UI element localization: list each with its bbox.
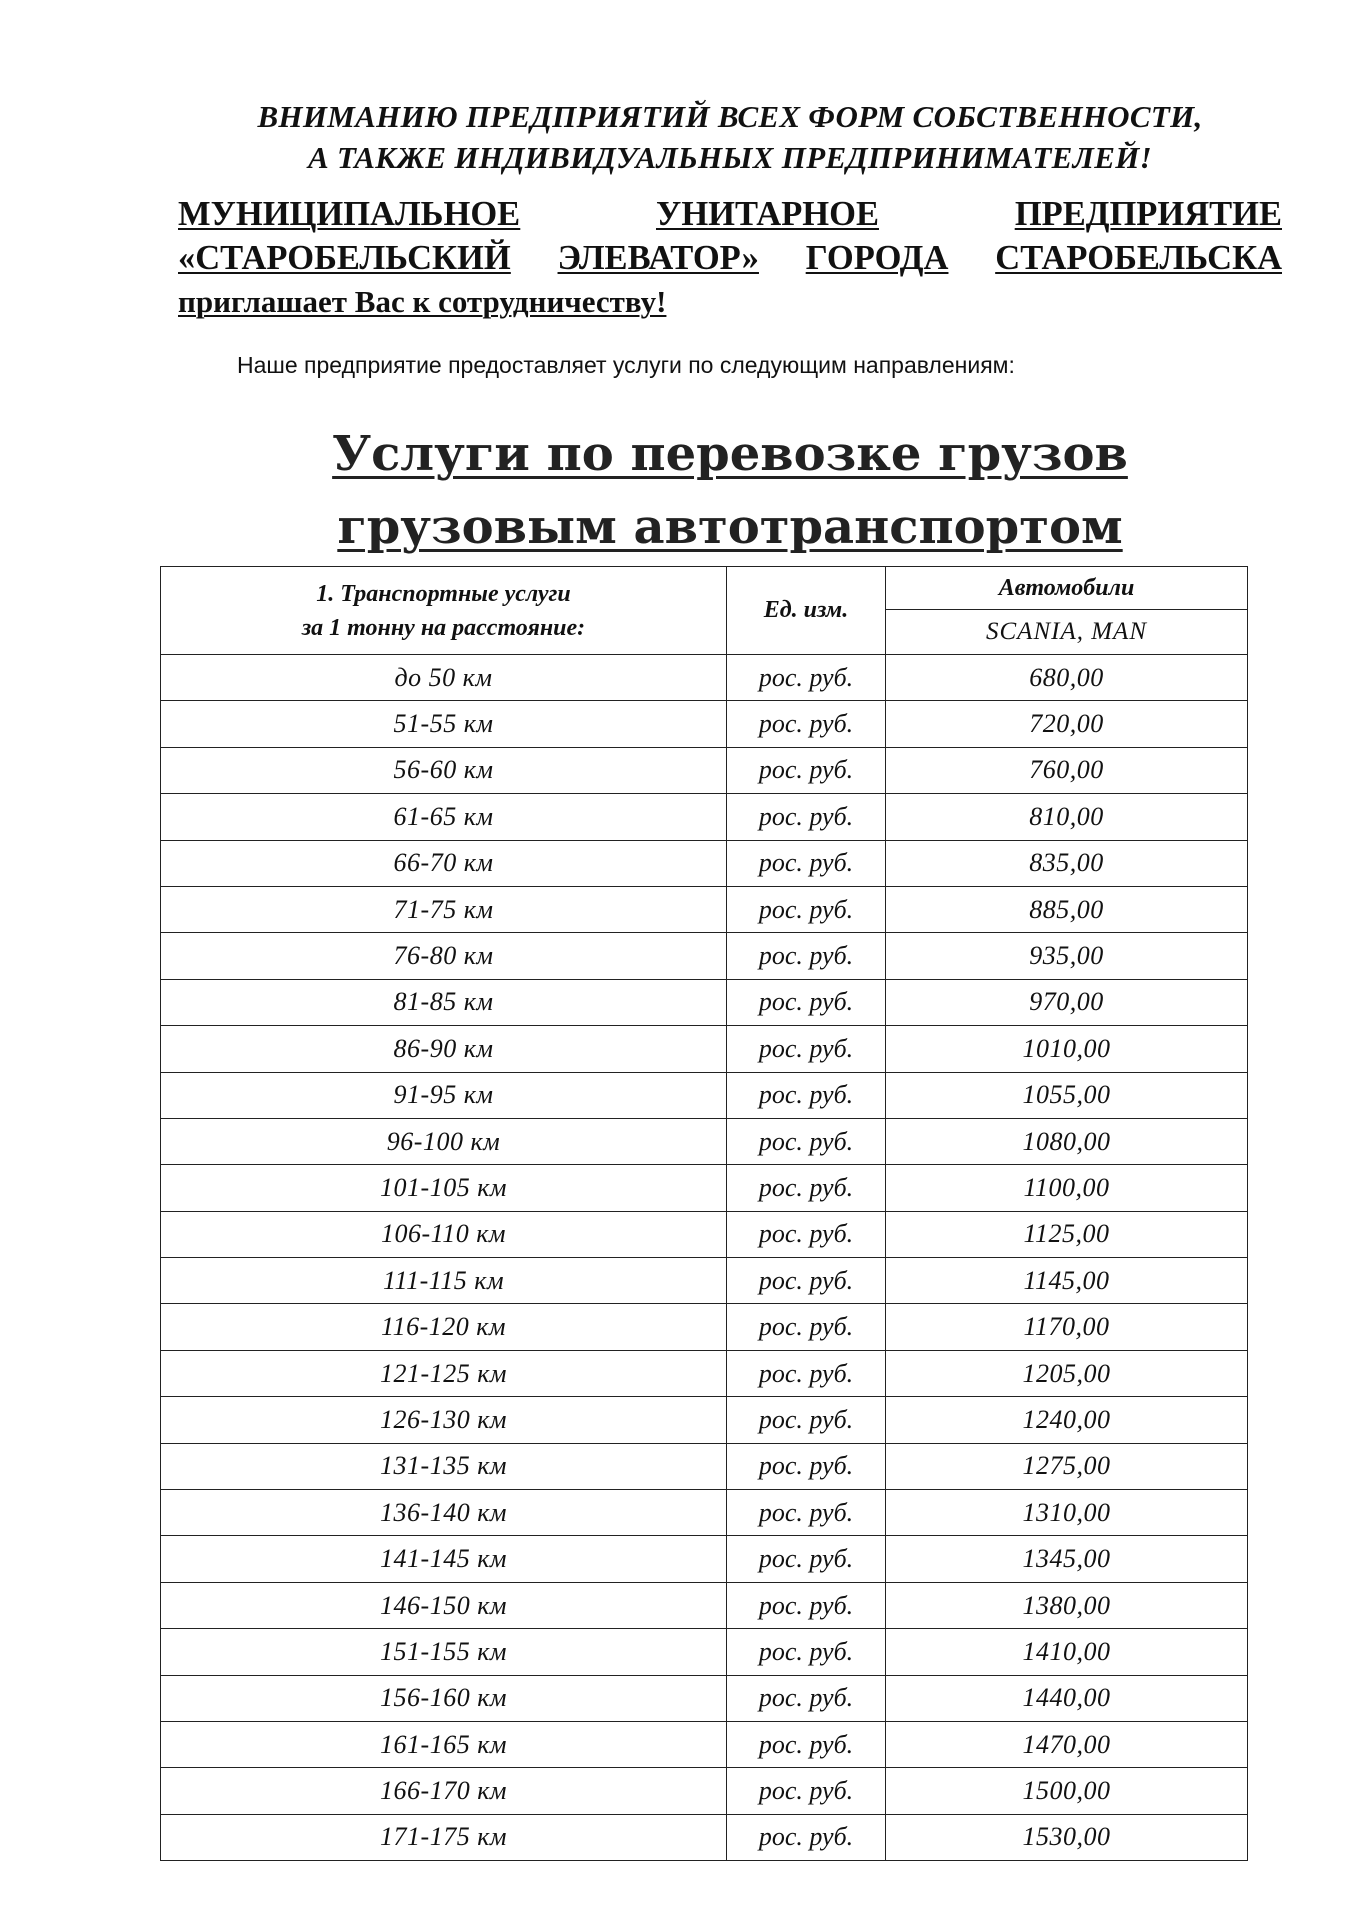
table-row <box>161 1721 1248 1767</box>
unit-cell: рос. руб. <box>727 655 886 701</box>
table-row <box>161 886 1248 932</box>
unit-cell: рос. руб. <box>727 1721 886 1767</box>
table-row <box>161 1350 1248 1396</box>
distance-cell: 151-155 км <box>161 1629 727 1675</box>
table-row <box>161 1026 1248 1072</box>
distance-cell: 166-170 км <box>161 1768 727 1814</box>
attention-line-2: А ТАКЖЕ ИНДИВИДУАЛЬНЫХ ПРЕДПРИНИМАТЕЛЕЙ! <box>308 140 1152 175</box>
unit-cell: рос. руб. <box>727 933 886 979</box>
table-row <box>161 1814 1248 1860</box>
unit-cell: рос. руб. <box>727 1629 886 1675</box>
unit-cell: рос. руб. <box>727 701 886 747</box>
invitation-line: приглашает Вас к сотрудничеству! <box>178 284 667 319</box>
price-cell: 1410,00 <box>886 1629 1248 1675</box>
unit-cell: рос. руб. <box>727 1258 886 1304</box>
distance-cell: 131-135 км <box>161 1443 727 1489</box>
table-row <box>161 1490 1248 1536</box>
unit-cell: рос. руб. <box>727 1814 886 1860</box>
unit-cell: рос. руб. <box>727 1397 886 1443</box>
price-cell: 835,00 <box>886 840 1248 886</box>
header-models: SCANIA, MAN <box>886 610 1248 655</box>
price-cell: 680,00 <box>886 655 1248 701</box>
unit-cell: рос. руб. <box>727 1072 886 1118</box>
price-cell: 1500,00 <box>886 1768 1248 1814</box>
company-word: МУНИЦИПАЛЬНОЕ <box>178 195 521 233</box>
distance-cell: 61-65 км <box>161 794 727 840</box>
distance-cell: 66-70 км <box>161 840 727 886</box>
price-cell: 1055,00 <box>886 1072 1248 1118</box>
table-row <box>161 1768 1248 1814</box>
company-word: УНИТАРНОЕ <box>656 195 879 233</box>
company-word: «СТАРОБЕЛЬСКИЙ <box>178 239 511 277</box>
distance-cell: 81-85 км <box>161 979 727 1025</box>
table-row <box>161 701 1248 747</box>
table-row <box>161 747 1248 793</box>
header-service-line-1: 1. Транспортные услуги <box>316 580 571 607</box>
company-line-2 <box>178 236 1282 280</box>
heading-line-2: грузовым автотранспортом <box>337 499 1123 555</box>
price-cell: 1380,00 <box>886 1582 1248 1628</box>
price-cell: 720,00 <box>886 701 1248 747</box>
distance-cell: 171-175 км <box>161 1814 727 1860</box>
table-row <box>161 1629 1248 1675</box>
company-invitation <box>178 192 1282 324</box>
unit-cell: рос. руб. <box>727 979 886 1025</box>
table-row <box>161 655 1248 701</box>
table-row <box>161 1211 1248 1257</box>
distance-cell: 126-130 км <box>161 1397 727 1443</box>
price-cell: 760,00 <box>886 747 1248 793</box>
distance-cell: 101-105 км <box>161 1165 727 1211</box>
price-cell: 970,00 <box>886 979 1248 1025</box>
header-service-line-2: за 1 тонну на расстояние: <box>301 614 586 641</box>
price-cell: 1125,00 <box>886 1211 1248 1257</box>
table-row <box>161 979 1248 1025</box>
rates-table <box>160 566 1248 1861</box>
table-row <box>161 794 1248 840</box>
price-cell: 1345,00 <box>886 1536 1248 1582</box>
price-cell: 1240,00 <box>886 1397 1248 1443</box>
price-cell: 1275,00 <box>886 1443 1248 1489</box>
unit-cell: рос. руб. <box>727 1304 886 1350</box>
header-unit: Ед. изм. <box>727 567 886 655</box>
unit-cell: рос. руб. <box>727 794 886 840</box>
distance-cell: 76-80 км <box>161 933 727 979</box>
table-row <box>161 1397 1248 1443</box>
distance-cell: 156-160 км <box>161 1675 727 1721</box>
unit-cell: рос. руб. <box>727 1026 886 1072</box>
price-cell: 1530,00 <box>886 1814 1248 1860</box>
distance-cell: 161-165 км <box>161 1721 727 1767</box>
unit-cell: рос. руб. <box>727 747 886 793</box>
price-cell: 885,00 <box>886 886 1248 932</box>
distance-cell: 121-125 км <box>161 1350 727 1396</box>
table-row <box>161 840 1248 886</box>
heading-line-1: Услуги по перевозке грузов <box>332 426 1128 482</box>
unit-cell: рос. руб. <box>727 1768 886 1814</box>
unit-cell: рос. руб. <box>727 1443 886 1489</box>
company-word: СТАРОБЕЛЬСКА <box>995 239 1282 277</box>
table-row <box>161 1443 1248 1489</box>
distance-cell: 141-145 км <box>161 1536 727 1582</box>
header-service <box>161 567 727 655</box>
distance-cell: 111-115 км <box>161 1258 727 1304</box>
table-row <box>161 1304 1248 1350</box>
unit-cell: рос. руб. <box>727 1675 886 1721</box>
distance-cell: 51-55 км <box>161 701 727 747</box>
unit-cell: рос. руб. <box>727 1536 886 1582</box>
price-cell: 1205,00 <box>886 1350 1248 1396</box>
distance-cell: до 50 км <box>161 655 727 701</box>
unit-cell: рос. руб. <box>727 1350 886 1396</box>
distance-cell: 71-75 км <box>161 886 727 932</box>
distance-cell: 86-90 км <box>161 1026 727 1072</box>
table-row <box>161 1118 1248 1164</box>
table-row <box>161 1675 1248 1721</box>
table-row <box>161 1165 1248 1211</box>
price-cell: 1170,00 <box>886 1304 1248 1350</box>
unit-cell: рос. руб. <box>727 1582 886 1628</box>
table-row <box>161 1582 1248 1628</box>
header-vehicles: Автомобили <box>886 567 1248 610</box>
unit-cell: рос. руб. <box>727 1490 886 1536</box>
distance-cell: 146-150 км <box>161 1582 727 1628</box>
table-row <box>161 1536 1248 1582</box>
price-cell: 1010,00 <box>886 1026 1248 1072</box>
services-heading <box>300 418 1160 564</box>
distance-cell: 91-95 км <box>161 1072 727 1118</box>
unit-cell: рос. руб. <box>727 1165 886 1211</box>
unit-cell: рос. руб. <box>727 886 886 932</box>
unit-cell: рос. руб. <box>727 1211 886 1257</box>
price-cell: 810,00 <box>886 794 1248 840</box>
price-cell: 1470,00 <box>886 1721 1248 1767</box>
distance-cell: 96-100 км <box>161 1118 727 1164</box>
company-word: ГОРОДА <box>805 239 949 277</box>
distance-cell: 106-110 км <box>161 1211 727 1257</box>
distance-cell: 136-140 км <box>161 1490 727 1536</box>
distance-cell: 116-120 км <box>161 1304 727 1350</box>
price-cell: 1310,00 <box>886 1490 1248 1536</box>
unit-cell: рос. руб. <box>727 1118 886 1164</box>
company-word: ЭЛЕВАТОР» <box>557 239 759 277</box>
table-body <box>161 655 1248 1861</box>
distance-cell: 56-60 км <box>161 747 727 793</box>
price-cell: 1080,00 <box>886 1118 1248 1164</box>
unit-cell: рос. руб. <box>727 840 886 886</box>
table-row <box>161 933 1248 979</box>
table-row <box>161 1258 1248 1304</box>
price-cell: 1440,00 <box>886 1675 1248 1721</box>
company-line-1 <box>178 192 1282 236</box>
intro-text: Наше предприятие предоставляет услуги по следующим направлениям: <box>237 352 1015 378</box>
table-row <box>161 1072 1248 1118</box>
company-word: ПРЕДПРИЯТИЕ <box>1014 195 1282 233</box>
table-header-row <box>161 567 1248 610</box>
attention-line-1: ВНИМАНИЮ ПРЕДПРИЯТИЙ ВСЕХ ФОРМ СОБСТВЕННОСТИ, <box>257 99 1203 134</box>
attention-notice <box>160 96 1300 178</box>
price-cell: 1145,00 <box>886 1258 1248 1304</box>
price-cell: 935,00 <box>886 933 1248 979</box>
price-cell: 1100,00 <box>886 1165 1248 1211</box>
